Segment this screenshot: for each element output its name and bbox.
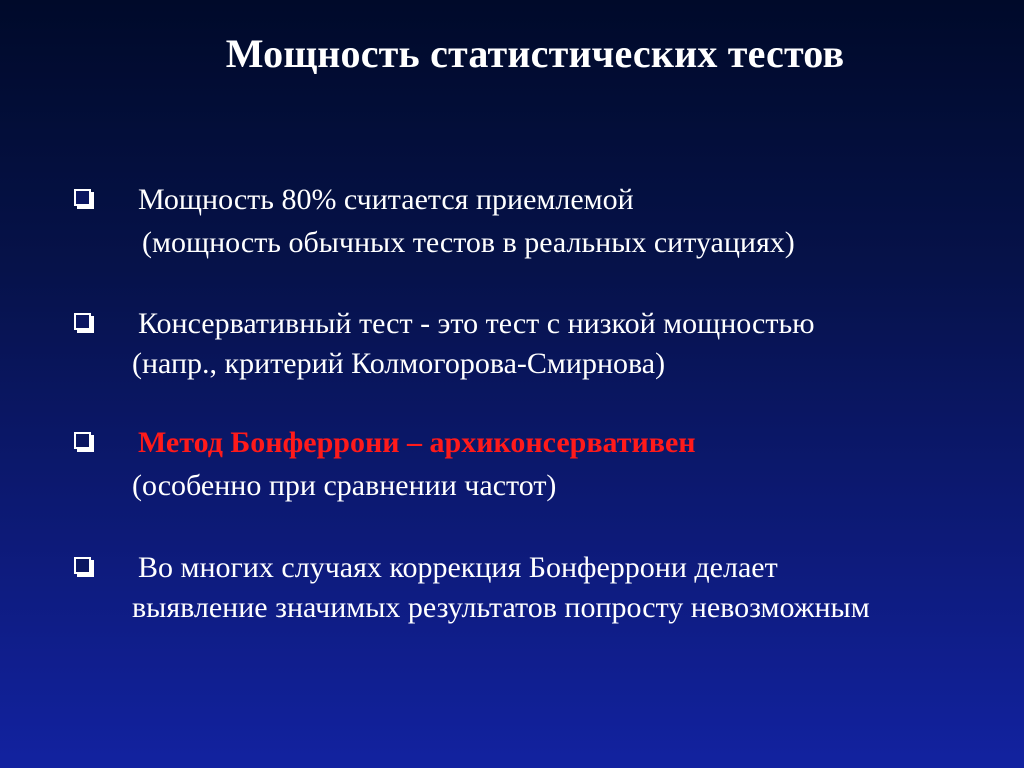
bullet-1-subtext: (мощность обычных тестов в реальных ситуациях) xyxy=(142,226,795,259)
bullet-3-text-highlight: Метод Бонферрони – архиконсервативен xyxy=(138,426,696,459)
bullet-4-text: Во многих случаях коррекция Бонферрони делает xyxy=(138,551,778,584)
bullet-2-text: Консервативный тест - это тест с низкой мощностью xyxy=(138,307,815,340)
bullet-4-subtext: выявление значимых результатов попросту невозможным xyxy=(132,591,870,624)
bullet-1-text: Мощность 80% считается приемлемой xyxy=(138,183,634,216)
checkbox-square-icon xyxy=(74,313,91,330)
bullet-2-subtext: (напр., критерий Колмогорова-Смирнова) xyxy=(132,347,666,380)
checkbox-square-icon xyxy=(74,557,91,574)
bullet-3-subtext: (особенно при сравнении частот) xyxy=(132,469,557,502)
checkbox-square-icon xyxy=(74,189,91,206)
checkbox-square-icon xyxy=(74,432,91,449)
slide-title: Мощность статистических тестов xyxy=(225,31,845,76)
